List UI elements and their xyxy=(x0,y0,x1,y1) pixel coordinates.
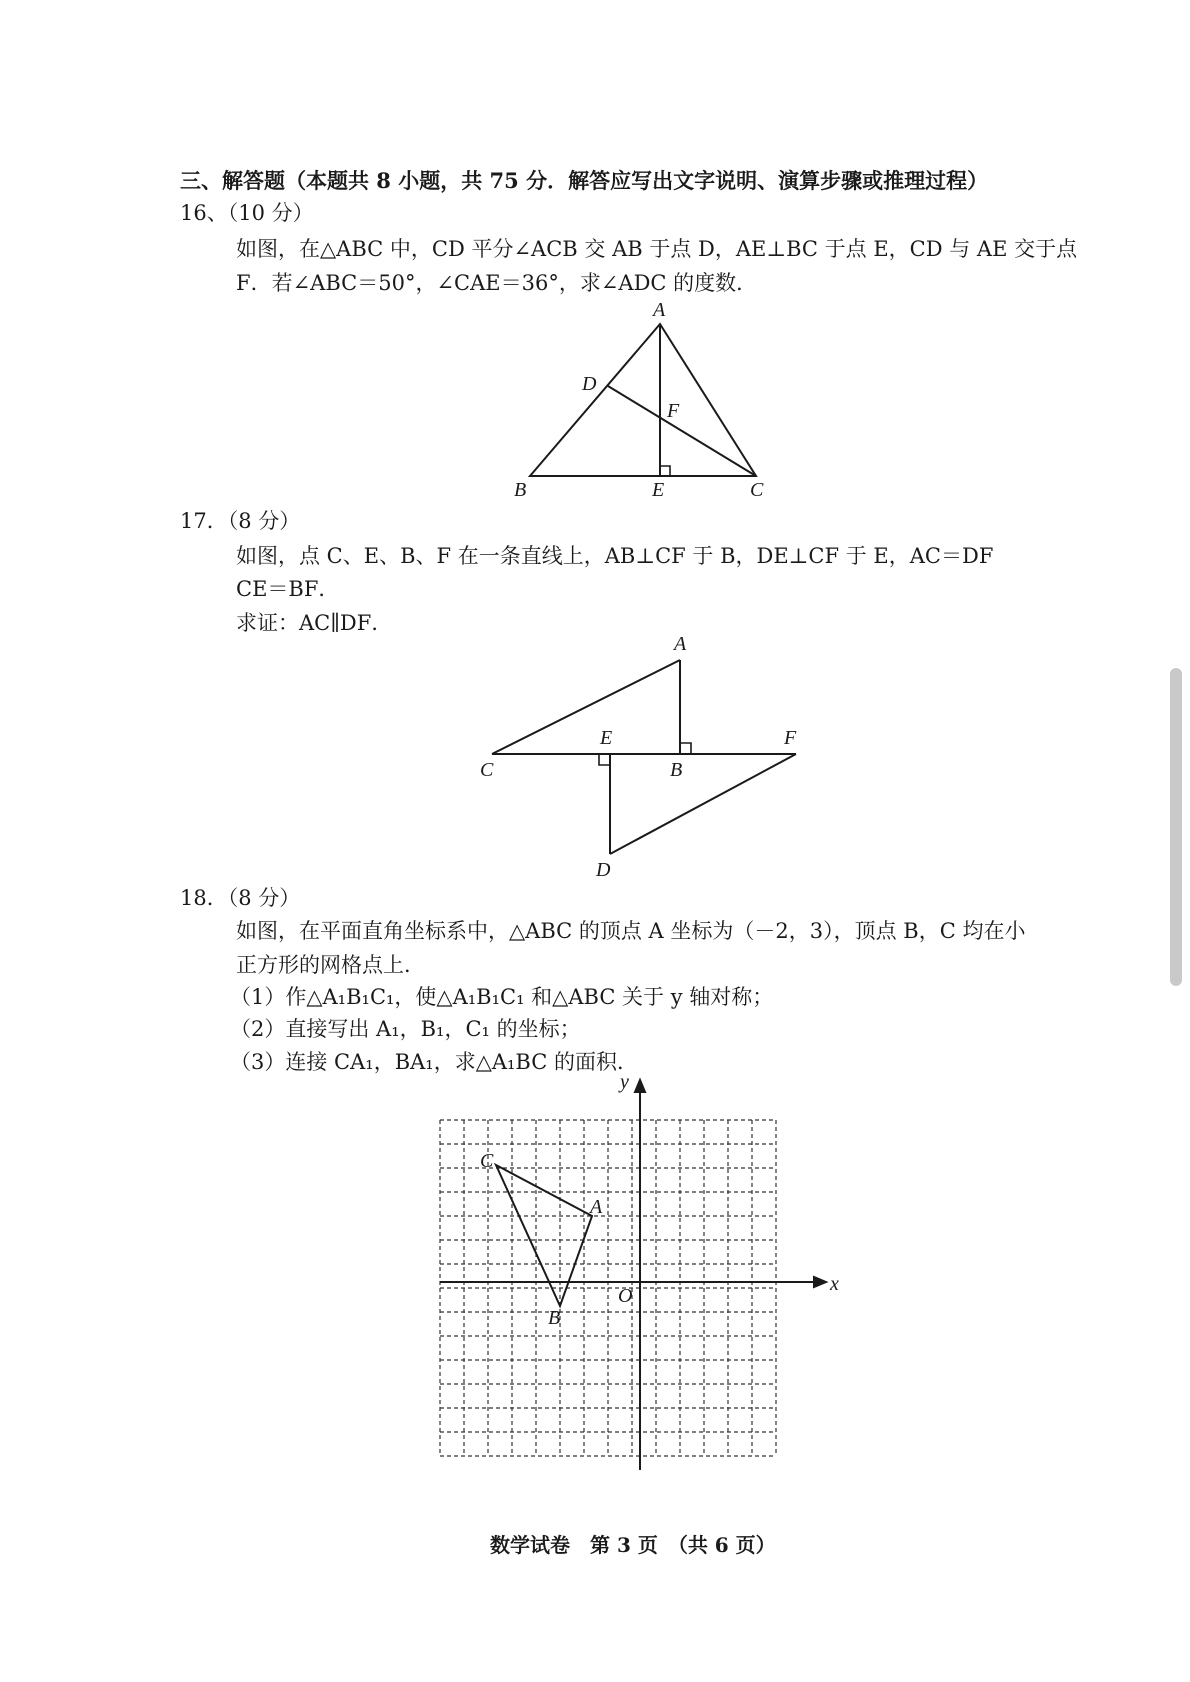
bisector-cd xyxy=(608,386,756,476)
label-d: D xyxy=(596,859,611,880)
label-f: F xyxy=(784,727,797,749)
section-heading: 三、解答题（本题共 8 小题，共 75 分．解答应写出文字说明、演算步骤或推理过程） xyxy=(180,168,989,193)
label-b: B xyxy=(514,479,527,501)
label-c: C xyxy=(480,759,494,781)
q17-figure xyxy=(470,630,810,880)
label-c: C xyxy=(480,1150,494,1172)
page-footer: 数学试卷 第 3 页 （共 6 页） xyxy=(490,1533,776,1557)
q16-text-line2: F．若∠ABC＝50°，∠CAE＝36°，求∠ADC 的度数． xyxy=(236,271,758,295)
q17-number: 17．（8 分） xyxy=(180,509,301,533)
segment-ac xyxy=(492,660,680,754)
segment-df xyxy=(610,754,796,854)
q18-coordinate-grid xyxy=(430,1070,850,1470)
q18-text-line2: 正方形的网格点上． xyxy=(236,953,425,977)
y-axis-arrow xyxy=(635,1080,645,1092)
q17-text-line2: CE＝BF． xyxy=(236,577,340,601)
q18-item-2: （2）直接写出 A₁，B₁，C₁ 的坐标； xyxy=(230,1017,581,1041)
label-a: A xyxy=(653,299,666,321)
label-c: C xyxy=(750,479,764,501)
q18-item-3: （3）连接 CA₁，BA₁，求△A₁BC 的面积． xyxy=(230,1050,639,1074)
triangle-abc xyxy=(530,324,756,476)
right-angle-mark-b xyxy=(680,743,691,754)
label-f: F xyxy=(667,400,680,422)
label-e: E xyxy=(652,479,665,501)
right-angle-mark-e xyxy=(599,754,610,765)
label-origin: O xyxy=(618,1285,633,1307)
triangle-abc xyxy=(496,1165,592,1306)
q18-text-line1: 如图，在平面直角坐标系中，△ABC 的顶点 A 坐标为（－2，3），顶点 B，C 均在小 xyxy=(236,919,1026,943)
q18-item-1: （1）作△A₁B₁C₁，使△A₁B₁C₁ 和△ABC 关于 y 轴对称； xyxy=(230,985,774,1009)
label-y: y xyxy=(620,1071,629,1093)
label-d: D xyxy=(582,373,597,395)
vertical-scrollbar[interactable] xyxy=(1170,668,1182,986)
label-a: A xyxy=(674,633,687,655)
label-b: B xyxy=(548,1307,561,1329)
q16-text-line1: 如图，在△ABC 中，CD 平分∠ACB 交 AB 于点 D，AE⊥BC 于点 E，CD 与 AE 交于点 xyxy=(236,237,1078,261)
x-axis-arrow xyxy=(814,1277,826,1287)
label-x: x xyxy=(830,1273,839,1295)
q16-triangle-figure xyxy=(480,292,780,512)
q16-number: 16、（10 分） xyxy=(180,201,314,225)
q17-text-line1: 如图，点 C、E、B、F 在一条直线上，AB⊥CF 于 B，DE⊥CF 于 E，AC＝DF xyxy=(236,544,994,568)
label-e: E xyxy=(600,727,613,749)
q18-number: 18．（8 分） xyxy=(180,886,301,910)
right-angle-mark-e xyxy=(660,466,670,476)
label-b: B xyxy=(670,759,683,781)
label-a: A xyxy=(590,1196,603,1218)
q17-text-line3: 求证：AC∥DF． xyxy=(236,611,393,635)
